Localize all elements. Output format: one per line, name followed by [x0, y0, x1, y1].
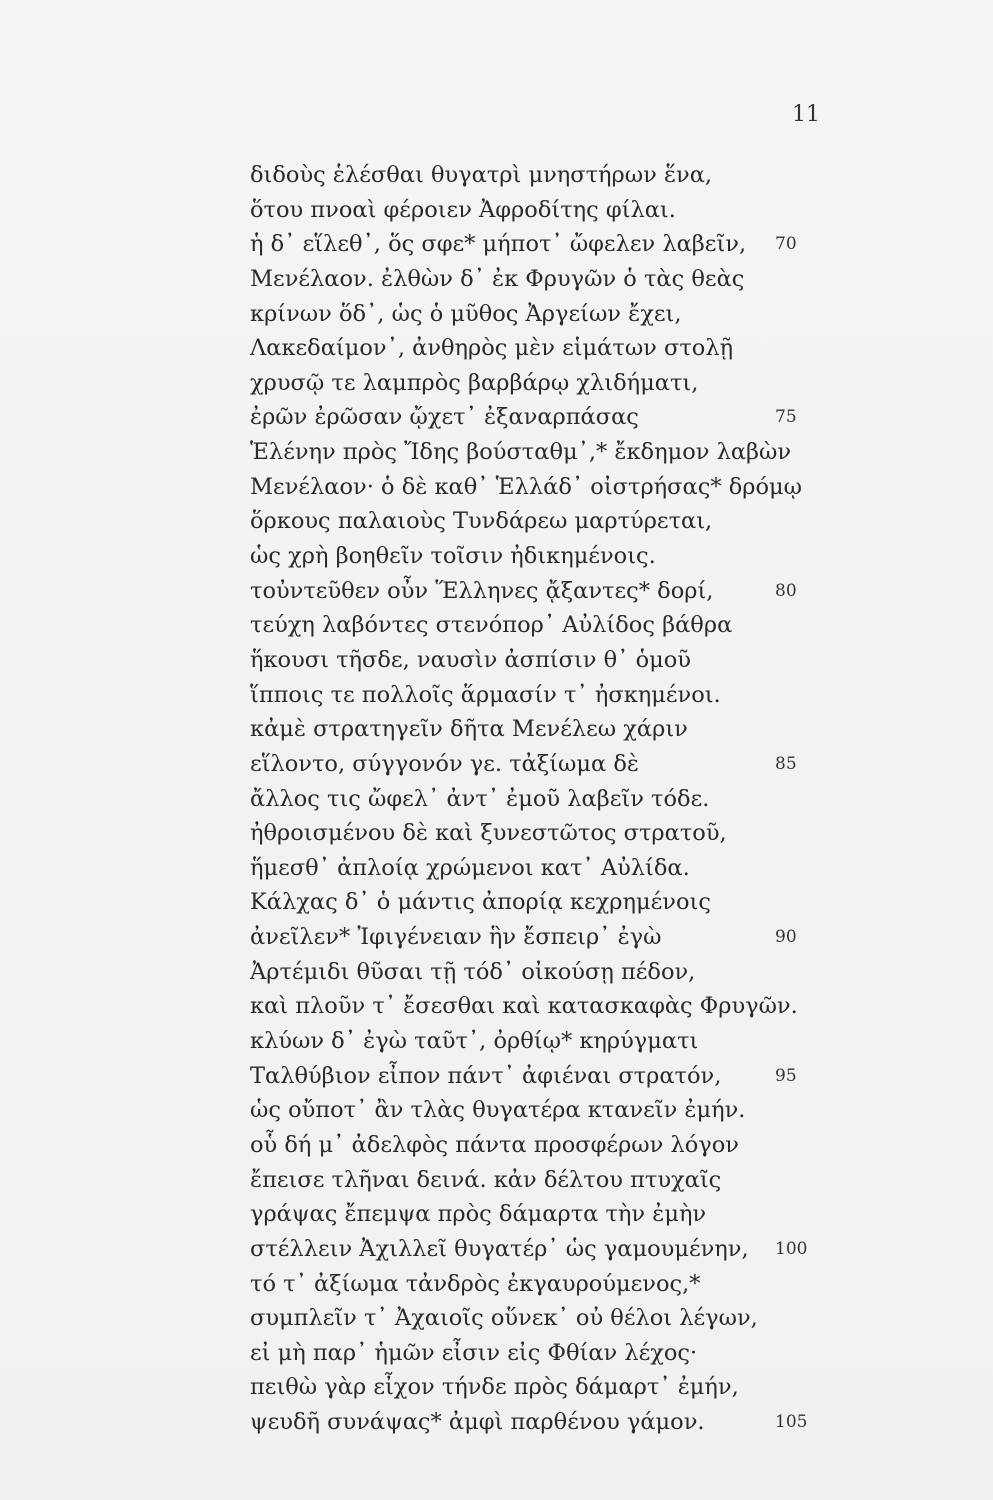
- line-number: 95: [775, 1065, 797, 1086]
- verse-text: Κάλχας δ᾿ ὁ μάντις ἀπορίᾳ κεχρημένοις: [250, 889, 711, 916]
- verse-text: ἥκουσι τῆσδε, ναυσὶν ἀσπίσιν θ᾿ ὁμοῦ: [250, 646, 691, 673]
- verse-line: [250, 193, 810, 228]
- verse-line: [250, 435, 810, 470]
- verse-text: ἡ δ᾿ εἵλεθ᾿, ὅς σφε* μήποτ᾿ ὤφελεν λαβεῖν,: [250, 231, 747, 258]
- verse-text: οὗ δή μ᾿ ἀδελφὸς πάντα προσφέρων λόγον: [250, 1131, 739, 1158]
- verse-text: τεύχη λαβόντες στενόπορ᾿ Αὐλίδος βάθρα: [250, 612, 733, 639]
- verse-text: ὡς χρὴ βοηθεῖν τοῖσιν ἠδικημένοις.: [250, 543, 656, 570]
- verse-text: ἔπεισε τλῆναι δεινά. κἀν δέλτου πτυχαῖς: [250, 1166, 722, 1193]
- verse-text: τό τ᾿ ἀξίωμα τἀνδρὸς ἐκγαυρούμενος,*: [250, 1270, 701, 1297]
- verse-text: Ἑλένην πρὸς Ἴδης βούσταθμ᾿,* ἔκδημον λαβὼν: [250, 439, 792, 466]
- verse-line: [250, 262, 810, 297]
- verse-line: [250, 1163, 810, 1198]
- line-number: 90: [775, 927, 797, 948]
- verse-line: [250, 366, 810, 401]
- verse-text: κρίνων ὅδ᾿, ὡς ὁ μῦθος Ἀργείων ἔχει,: [250, 300, 682, 327]
- verse-line: [250, 1197, 810, 1232]
- verse-line: [250, 1024, 810, 1059]
- verse-line: [250, 504, 810, 539]
- verse-line: [250, 712, 810, 747]
- verse-text: καὶ πλοῦν τ᾿ ἔσεσθαι καὶ κατασκαφὰς Φρυγῶν.: [250, 993, 798, 1020]
- verse-line: [250, 158, 810, 193]
- verse-text: συμπλεῖν τ᾿ Ἀχαιοῖς οὕνεκ᾿ οὐ θέλοι λέγων,: [250, 1305, 758, 1332]
- verse-text: ἐρῶν ἐρῶσαν ᾤχετ᾿ ἐξαναρπάσας: [250, 404, 639, 431]
- verse-text: ἠθροισμένου δὲ καὶ ξυνεστῶτος στρατοῦ,: [250, 820, 727, 847]
- verse-text: εἵλοντο, σύγγονόν γε. τἀξίωμα δὲ: [250, 750, 639, 777]
- verse-line: [250, 1336, 810, 1371]
- verse-line: [250, 851, 810, 886]
- verse-text: Ἀρτέμιδι θῦσαι τῇ τόδ᾿ οἰκούσῃ πέδον,: [250, 958, 696, 985]
- verse-text: διδοὺς ἑλέσθαι θυγατρὶ μνηστήρων ἕνα,: [250, 162, 713, 188]
- verse-line: [250, 400, 810, 435]
- verse-line: [250, 1405, 810, 1440]
- line-number: 75: [775, 407, 797, 428]
- verse-line: [250, 1232, 810, 1267]
- verse-line: [250, 1301, 810, 1336]
- verse-line: [250, 989, 810, 1024]
- verse-text: κλύων δ᾿ ἐγὼ ταῦτ᾿, ὀρθίῳ* κηρύγματι: [250, 1028, 699, 1055]
- verse-text: ὅρκους παλαιοὺς Τυνδάρεω μαρτύρεται,: [250, 508, 713, 535]
- verse-text: ὡς οὔποτ᾿ ἂν τλὰς θυγατέρα κτανεῖν ἐμήν.: [250, 1097, 746, 1124]
- verse-line: [250, 643, 810, 678]
- verse-text: ἥμεσθ᾿ ἀπλοίᾳ χρώμενοι κατ᾿ Αὐλίδα.: [250, 854, 690, 881]
- verse-text: πειθὼ γὰρ εἶχον τήνδε πρὸς δάμαρτ᾿ ἐμήν,: [250, 1374, 739, 1401]
- verse-text: Μενέλαον· ὁ δὲ καθ᾿ Ἑλλάδ᾿ οἰστρήσας* δρόμῳ: [250, 473, 803, 500]
- verse-line: [250, 1370, 810, 1405]
- verse-line: [250, 539, 810, 574]
- verse-block: [250, 158, 810, 1440]
- verse-line: [250, 678, 810, 713]
- verse-line: [250, 608, 810, 643]
- verse-line: [250, 747, 810, 782]
- verse-text: Ταλθύβιον εἶπον πάντ᾿ ἀφιέναι στρατόν,: [250, 1062, 722, 1089]
- verse-text: ὅτου πνοαὶ φέροιεν Ἀφροδίτης φίλαι.: [250, 196, 676, 223]
- verse-text: ψευδῆ συνάψας* ἀμφὶ παρθένου γάμον.: [250, 1409, 705, 1436]
- verse-text: Μενέλαον. ἐλθὼν δ᾿ ἐκ Φρυγῶν ὁ τὰς θεὰς: [250, 265, 745, 292]
- verse-line: [250, 885, 810, 920]
- verse-text: ἄλλος τις ὤφελ᾿ ἀντ᾿ ἐμοῦ λαβεῖν τόδε.: [250, 785, 710, 812]
- verse-line: [250, 1093, 810, 1128]
- verse-text: τοὐντεῦθεν οὖν Ἕλληνες ᾄξαντες* δορί,: [250, 577, 714, 604]
- line-number: 105: [775, 1412, 808, 1433]
- verse-text: κἀμὲ στρατηγεῖν δῆτα Μενέλεω χάριν: [250, 716, 688, 743]
- verse-line: [250, 227, 810, 262]
- verse-text: ἀνεῖλεν* Ἰφιγένειαν ἣν ἔσπειρ᾿ ἐγὼ: [250, 924, 662, 951]
- verse-line: [250, 955, 810, 990]
- verse-line: [250, 1267, 810, 1302]
- verse-line: [250, 816, 810, 851]
- verse-line: [250, 782, 810, 817]
- verse-line: [250, 1128, 810, 1163]
- line-number: 85: [775, 753, 797, 774]
- verse-line: [250, 1059, 810, 1094]
- verse-line: [250, 574, 810, 609]
- line-number: 80: [775, 580, 797, 601]
- line-number: 100: [775, 1238, 808, 1259]
- verse-line: [250, 920, 810, 955]
- verse-line: [250, 331, 810, 366]
- verse-line: [250, 470, 810, 505]
- page-number: 11: [792, 102, 820, 127]
- verse-text: ἵπποις τε πολλοῖς ἅρμασίν τ᾿ ἠσκημένοι.: [250, 681, 721, 708]
- verse-line: [250, 297, 810, 332]
- verse-text: Λακεδαίμον᾿, ἀνθηρὸς μὲν εἱμάτων στολῇ: [250, 335, 734, 362]
- verse-text: εἰ μὴ παρ᾿ ἡμῶν εἶσιν εἰς Φθίαν λέχος·: [250, 1339, 698, 1366]
- line-number: 70: [775, 234, 797, 255]
- verse-text: χρυσῷ τε λαμπρὸς βαρβάρῳ χλιδήματι,: [250, 369, 699, 396]
- verse-text: γράψας ἔπεμψα πρὸς δάμαρτα τὴν ἐμὴν: [250, 1201, 707, 1228]
- verse-text: στέλλειν Ἀχιλλεῖ θυγατέρ᾿ ὡς γαμουμένην,: [250, 1235, 749, 1262]
